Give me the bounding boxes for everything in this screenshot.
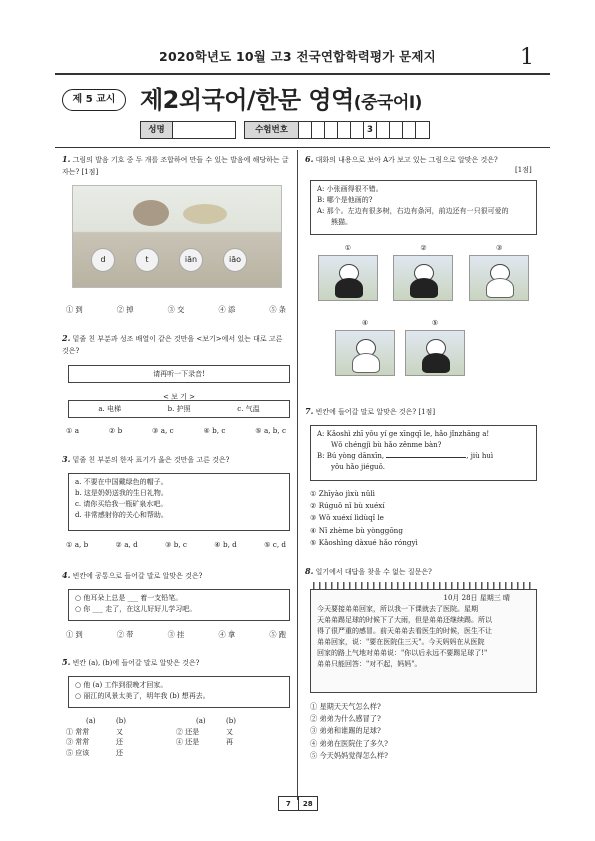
q2-options: [66, 426, 286, 435]
option[interactable]: ② 还是: [176, 727, 200, 736]
panda-picture: [318, 255, 378, 301]
digit-cell[interactable]: [325, 122, 338, 138]
dialog-line: [317, 451, 530, 462]
points: [1점]: [515, 166, 532, 174]
q4-options: [66, 630, 286, 640]
q3-line: a. 不要在中国戴绿色的帽子。: [75, 478, 168, 486]
q4-line: ○ 他耳朵上总是 ___ 着一支铅笔。: [75, 594, 183, 602]
dialog-line: yǒu hǎo jiéguǒ.: [331, 463, 386, 471]
question-number: 7.: [305, 406, 314, 416]
question-number: 3.: [62, 454, 71, 464]
question-1: [62, 154, 290, 178]
q6-dialog-box: [310, 180, 537, 235]
header-rule: [55, 73, 550, 75]
diary-line: 今天要接弟弟回家，所以我一下课就去了医院。星期: [317, 605, 478, 613]
subject-sub: (중국어Ⅰ): [353, 93, 422, 113]
exam-number-label: 수험번호: [245, 122, 299, 138]
pinyin-bubble: iāo: [223, 248, 247, 272]
question-number: 2.: [62, 333, 71, 343]
digit-cell[interactable]: [416, 122, 429, 138]
session-badge: 제 5 교시: [62, 89, 126, 111]
option[interactable]: ③ b, c: [165, 540, 187, 549]
q3-line: b. 这是奶奶送我的生日礼物。: [75, 489, 168, 497]
q3-line: d. 非常感射你的关心和帮助。: [75, 511, 168, 519]
option-b: 还: [116, 748, 123, 757]
diary-box: [310, 589, 537, 693]
q5-option-row[interactable]: [66, 727, 286, 738]
picture-option[interactable]: [335, 318, 395, 376]
option[interactable]: ⑤ 今天妈妈觉得怎么样?: [310, 750, 389, 760]
option[interactable]: ① 常常: [66, 727, 90, 736]
q3-line: c. 请你买给我一瓶矿泉水吧。: [75, 500, 168, 508]
teapot-icon: [133, 200, 169, 226]
option[interactable]: ⑤ 条: [269, 305, 286, 314]
option[interactable]: ④ 还是: [176, 738, 200, 746]
diary-line: 天弟弟踢足球的时候下了大雨，但是弟弟还继续踢。所以: [317, 616, 492, 624]
option[interactable]: ② a, d: [115, 540, 138, 549]
polar-bear-picture: [469, 255, 529, 301]
q5-option-row[interactable]: [66, 748, 286, 759]
option[interactable]: ③ a, c: [152, 426, 174, 435]
option-b: 又: [116, 727, 123, 736]
exam-header-title: 2020학년도 10월 고3 전국연합학력평가 문제지: [159, 49, 436, 64]
page-footer: [278, 796, 318, 811]
option[interactable]: ④ 弟弟在医院住了多久?: [310, 738, 389, 748]
q6-picture-row-1: [310, 243, 537, 301]
body-rule: [55, 147, 550, 148]
question-4: [62, 570, 290, 583]
question-3: [62, 454, 290, 467]
question-number: 8.: [305, 566, 314, 576]
q5-box: [68, 676, 290, 708]
option[interactable]: ③ Wǒ xuéxí lìdùqǐ le: [310, 513, 384, 523]
q5-line: ○ 丽江的风景太美了，明年我 (b) 想再去。: [75, 692, 210, 700]
panda-picture: [405, 330, 465, 376]
option[interactable]: ① Zhīyào jìxù nǔlì: [310, 489, 375, 498]
id-row: [140, 121, 430, 139]
pinyin-bubbles: [91, 248, 247, 272]
option[interactable]: ④ 添: [218, 305, 236, 314]
dialog-line: A: 小张画得很不错。: [317, 185, 383, 193]
answer-blank: [386, 457, 466, 458]
column-separator: [297, 150, 298, 800]
question-5: [62, 657, 290, 670]
bogi-item: a. 电梯: [98, 405, 121, 413]
question-number: 1.: [62, 154, 71, 164]
option[interactable]: ④ 拿: [218, 630, 236, 639]
col-head: (b): [116, 717, 126, 725]
picture-label: ③: [496, 244, 503, 252]
option[interactable]: ② 掉: [116, 305, 134, 314]
dialog-line: 熊猫。: [331, 218, 352, 226]
col-head: (a): [86, 717, 96, 725]
question-text: 빈칸 (a), (b)에 들어갈 말로 알맞은 것은?: [72, 659, 200, 667]
panda-picture: [393, 255, 453, 301]
picture-option[interactable]: [405, 318, 465, 376]
dialog-part: B: Bú yòng dānxīn,: [317, 452, 387, 460]
question-number: 4.: [62, 570, 71, 580]
digit-cell[interactable]: [390, 122, 403, 138]
digit-cell[interactable]: [403, 122, 416, 138]
picture-option[interactable]: [318, 243, 378, 301]
question-text: 밑줄 친 부분과 성조 배열이 같은 것만을 <보기>에서 있는 대로 고른 것은?: [62, 335, 283, 355]
option[interactable]: ④ b, c: [203, 426, 226, 435]
question-7: [305, 406, 537, 419]
bogi-box: [68, 400, 290, 418]
name-field[interactable]: [140, 121, 236, 139]
dialog-part: , jiù huì: [466, 452, 494, 460]
option[interactable]: ⑤ a, b, c: [255, 426, 286, 435]
subject-title: [140, 80, 422, 115]
question-number: 6.: [305, 154, 314, 164]
question-text: 그림의 발음 기호 중 두 개를 조합하여 만들 수 있는 발음에 해당하는 글자는? [1점]: [62, 156, 289, 176]
option[interactable]: ③ 弟弟和谁踢的足球?: [310, 726, 381, 736]
footer-total: 28: [298, 797, 318, 810]
digit-cell[interactable]: [377, 122, 390, 138]
question-number: 5.: [62, 657, 71, 667]
diary-line: 弟弟回家，说："要在医院住三天"。今天妈妈在从医院: [317, 638, 485, 646]
digit-cell[interactable]: [351, 122, 364, 138]
question-6: [305, 154, 537, 167]
diary-line: 回家的路上气地对弟弟说："你以后永远不要踢足球了!": [317, 649, 488, 657]
option[interactable]: ② 弟弟为什么感冒了?: [310, 714, 381, 724]
digit-cell[interactable]: [299, 122, 312, 138]
picture-label: ⑤: [431, 319, 439, 327]
bogi-item: c. 气温: [237, 405, 260, 413]
q7-options: [310, 488, 418, 549]
page-number: 1: [520, 45, 534, 70]
q7-dialog-box: [310, 425, 537, 481]
tea-leaves-icon: [183, 204, 227, 224]
option[interactable]: ① 到: [66, 305, 83, 314]
question-text: 일기에서 대답을 찾을 수 없는 질문은?: [315, 568, 432, 576]
footer-page: 7: [285, 800, 291, 808]
q1-options: [66, 305, 286, 315]
pinyin-bubble: t: [135, 248, 159, 272]
question-text: 빈칸에 들어갈 말로 알맞은 것은? [1점]: [315, 408, 436, 416]
dialog-line: B: 哪个是他画的?: [317, 196, 373, 204]
pinyin-bubble: d: [91, 248, 115, 272]
bogi-item: b. 护照: [167, 405, 191, 413]
digit-cell-filled: 3: [364, 122, 377, 138]
pinyin-bubble: iān: [179, 248, 203, 272]
option[interactable]: ④ Nǐ zhème bù yònggōng: [310, 525, 403, 535]
dialog-line: A: 那个。左边有很多树，右边有条河，前边还有一只很可爱的: [317, 207, 509, 215]
question-text: 밑줄 친 부분의 한자 표기가 옳은 것만을 고른 것은?: [72, 456, 230, 464]
question-text: 대화의 내용으로 보아 A가 보고 있는 그림으로 알맞은 것은?: [315, 156, 498, 164]
q4-line: ○ 你 ___ 走了，在这儿好好儿学习吧。: [75, 605, 197, 613]
option[interactable]: ③ 挂: [167, 630, 185, 639]
q2-sentence-box: 请再听一下录音!: [68, 365, 290, 383]
picture-label: ④: [361, 319, 369, 327]
q6-picture-row-2: [330, 318, 470, 376]
picture-label: ②: [420, 244, 427, 252]
q5-line: ○ 他 (a) 工作到很晚才回家。: [75, 681, 168, 689]
option[interactable]: ④ b, d: [214, 540, 237, 549]
dialog-line: A: Kǎoshì zhī yǒu yí ge xīngqī le, hǎo jǐnzhāng a!: [317, 430, 490, 438]
q8-options: [310, 701, 388, 762]
polar-bear-picture: [335, 330, 395, 376]
name-input-area[interactable]: [173, 122, 235, 138]
option-b: 再: [226, 738, 233, 746]
q5-options-table: [66, 716, 286, 758]
option[interactable]: ① 到: [66, 630, 83, 639]
option[interactable]: ② Rúguǒ nǐ bù xuéxí: [310, 501, 385, 511]
option[interactable]: ② b: [108, 426, 123, 435]
option[interactable]: ⑤ 跑: [269, 630, 286, 639]
option[interactable]: ① a: [66, 426, 80, 435]
picture-option[interactable]: [393, 243, 453, 301]
q4-box: [68, 589, 290, 621]
option[interactable]: ① a, b: [66, 540, 89, 549]
teapot-illustration: [72, 185, 282, 288]
question-8: [305, 566, 537, 579]
diary-line: 弟弟只能回答："对不起，妈妈"。: [317, 660, 422, 668]
option[interactable]: ⑤ Kǎoshìng dàxué hǎo róngyì: [310, 537, 418, 547]
question-2: [62, 333, 290, 357]
option-b: 还: [116, 738, 123, 746]
option[interactable]: ② 带: [116, 630, 134, 639]
picture-option[interactable]: [469, 243, 529, 301]
name-label: 성명: [141, 122, 173, 138]
diary-date: 10月 28日 星期三 晴: [443, 594, 510, 602]
option-b: 又: [226, 727, 233, 736]
option[interactable]: ③ 交: [167, 305, 185, 314]
option[interactable]: ⑤ c, d: [264, 540, 286, 549]
digit-cell[interactable]: [312, 122, 325, 138]
q5-option-row[interactable]: [66, 737, 286, 748]
bogi-title: < 보 기 >: [163, 393, 195, 401]
option[interactable]: ① 星期天天气怎么样?: [310, 702, 381, 711]
col-head: (a): [196, 717, 206, 725]
exam-number-field[interactable]: [244, 121, 430, 139]
diary-line: 得了很严重的感冒。前天弟弟去看医生的时候，医生不让: [317, 627, 492, 635]
question-text: 빈칸에 공통으로 들어갈 말로 알맞은 것은?: [72, 572, 203, 580]
option[interactable]: ⑤ 应该: [66, 748, 90, 757]
dialog-line: Wǒ chéngjì bù hǎo zěnme bàn?: [331, 441, 442, 449]
q5-head-row: [66, 716, 286, 727]
q3-options: [66, 540, 286, 549]
digit-cell[interactable]: [338, 122, 351, 138]
col-head: (b): [226, 717, 236, 725]
option[interactable]: ③ 常常: [66, 738, 90, 746]
subject-main: 제2외국어/한문 영역: [140, 86, 354, 114]
q3-box: [68, 473, 290, 531]
picture-label: ①: [344, 244, 351, 252]
